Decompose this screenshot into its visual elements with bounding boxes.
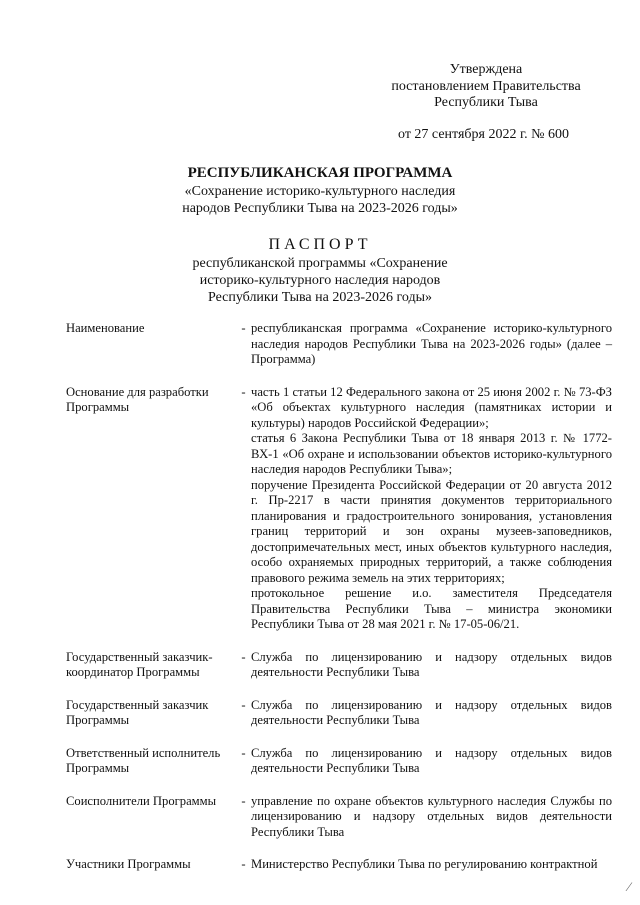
row-value xyxy=(251,794,612,841)
row-label: Участники Программы xyxy=(66,857,191,871)
row-paragraph: республиканская программа «Сохранение историко-культурного наследия народов Республики Тыва на 2023-2026 годы» (далее – Программа) xyxy=(251,321,612,366)
row-paragraph: статья 6 Закона Республики Тыва от 18 января 2013 г. № 1772-ВХ-1 «Об охране и использовании объектов историко-культурного наследия народов Республики Тыва»; xyxy=(251,431,612,476)
passport-table xyxy=(66,321,612,873)
table-row xyxy=(66,746,612,777)
row-value xyxy=(251,746,612,777)
table-row xyxy=(66,321,612,368)
table-row xyxy=(66,698,612,729)
row-label: Наименование xyxy=(66,321,145,335)
passport-subtitle-line: историко-культурного наследия народов xyxy=(199,273,441,288)
row-dash: - xyxy=(241,857,246,871)
row-value xyxy=(251,650,612,681)
program-subtitle-line: «Сохранение историко-культурного наследия xyxy=(184,183,456,199)
row-label: Основание для разработки Программы xyxy=(66,384,209,414)
row-paragraph: Служба по лицензированию и надзору отдельных видов деятельности Республики Тыва xyxy=(251,745,612,775)
approval-line: Республики Тыва xyxy=(434,95,538,110)
approval-line: постановлением Правительства xyxy=(391,78,581,94)
row-paragraph: Служба по лицензированию и надзору отдельных видов деятельности Республики Тыва xyxy=(251,697,612,727)
row-dash: - xyxy=(241,649,246,664)
row-paragraph: Служба по лицензированию и надзору отдельных видов деятельности Республики Тыва xyxy=(251,649,612,679)
row-dash: - xyxy=(241,384,246,399)
passport-heading xyxy=(130,236,510,306)
row-value xyxy=(251,857,612,873)
row-dash: - xyxy=(241,321,246,335)
approval-line: Утверждена xyxy=(449,62,523,77)
row-label: Соисполнители Программы xyxy=(66,793,217,808)
row-paragraph: часть 1 статьи 12 Федерального закона от 25 июня 2002 г. № 73-ФЗ «Об объектах культурного наследия (памятниках истории и культуры) народов Российской Федерации»; xyxy=(251,384,612,430)
program-title: РЕСПУБЛИКАНСКАЯ ПРОГРАММА xyxy=(187,165,453,181)
passport-subtitle-line: Республики Тыва на 2023-2026 годы» xyxy=(207,290,433,305)
row-value xyxy=(251,698,612,729)
row-dash: - xyxy=(241,745,246,760)
approval-stamp xyxy=(360,62,612,112)
table-row xyxy=(66,794,612,841)
row-value xyxy=(251,385,612,633)
row-paragraph: поручение Президента Российской Федерации от 20 августа 2012 г. Пр-2217 в части принятия документов территориального планирования и градостроительного зонирования, установления границ территорий и зон охраны музеев-заповедников, достопримечательных мест, иных объектов культурного наследия, особо охраняемых природных территорий, а также соблюдения правового режима земель на этих территориях; xyxy=(251,477,612,585)
table-row xyxy=(66,857,612,873)
program-heading xyxy=(100,165,540,218)
row-value xyxy=(251,321,612,368)
row-paragraph: управление по охране объектов культурного наследия Службы по лицензированию и надзору отдельных видов деятельности Республики Тыва xyxy=(251,793,612,839)
row-dash: - xyxy=(241,697,246,712)
row-paragraph: протокольное решение и.о. заместителя Председателя Правительства Республики Тыва – министра экономики Республики Тыва от 28 мая 2021 г. № 17-05-06/21. xyxy=(251,586,612,631)
row-label: Государственный заказчик Программы xyxy=(66,697,209,727)
row-label: Ответственный исполнитель Программы xyxy=(66,745,221,775)
passport-subtitle-line: республиканской программы «Сохранение xyxy=(192,256,448,271)
row-dash: - xyxy=(241,793,246,808)
approval-date: от 27 сентября 2022 г. № 600 xyxy=(398,127,569,142)
table-row xyxy=(66,385,612,633)
scan-corner-mark: ⁄ xyxy=(627,879,630,894)
program-subtitle-line: народов Республики Тыва на 2023-2026 годы» xyxy=(182,201,458,216)
table-row xyxy=(66,650,612,681)
row-paragraph: Министерство Республики Тыва по регулированию контрактной xyxy=(251,857,598,871)
row-label: Государственный заказчик-координатор Программы xyxy=(66,649,213,679)
passport-title: ПАСПОРТ xyxy=(268,236,372,253)
